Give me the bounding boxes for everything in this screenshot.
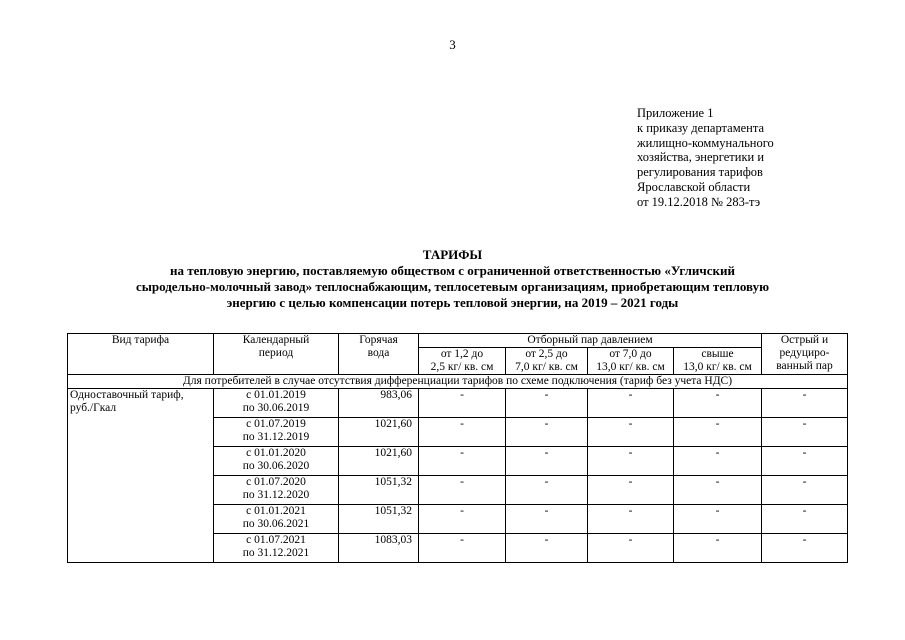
period-from: с 01.07.2020 [246,476,306,488]
header-steam-3 [588,348,674,375]
header-hot-water-line: вода [367,347,390,359]
appendix-line: регулирования тарифов [637,165,763,180]
period-from: с 01.01.2019 [246,389,306,401]
steam-value: - [588,389,674,418]
steam-value: - [674,389,762,418]
header-steam-line: свыше [701,348,734,360]
appendix-line: Ярославской области [637,179,751,194]
header-steam-1 [419,348,506,375]
period-from: с 01.07.2021 [246,534,306,546]
title-line: на тепловую энергию, поставляемую обществом с ограниченной ответственностью «Угличский [170,263,735,278]
document-title [60,247,845,311]
page-number: 3 [449,37,456,52]
hot-water-value: 983,06 [339,389,419,418]
header-period-line: Календарный [242,334,310,346]
steam-value: - [419,389,506,418]
header-hot-water-line: Горячая [359,334,398,346]
sharp-steam-value: - [762,418,848,447]
tariff-name-line: Одноставочный тариф, [70,389,184,401]
period-from: с 01.07.2019 [246,418,306,430]
steam-value: - [506,534,588,563]
appendix-line: Приложение 1 [637,106,714,120]
header-tariff-type: Вид тарифа [68,334,214,375]
header-steam-line: 7,0 кг/ кв. см [515,361,578,373]
hot-water-value: 1083,03 [339,534,419,563]
steam-value: - [506,418,588,447]
section-row [68,375,848,389]
period-cell [214,476,339,505]
period-to: по 30.06.2021 [242,518,310,530]
period-cell [214,389,339,418]
header-steam-group: Отборный пар давлением [419,334,762,348]
title-line: энергию с целью компенсации потерь тепловой энергии, на 2019 – 2021 годы [226,295,679,310]
header-steam-4 [674,348,762,375]
sharp-steam-value: - [762,505,848,534]
header-sharp-steam [762,334,848,375]
period-to: по 31.12.2019 [242,431,310,443]
steam-value: - [419,476,506,505]
table-row [68,389,848,418]
header-steam-line: 13,0 кг/ кв. см [596,361,665,373]
header-period-line: период [258,347,294,359]
tariff-table [67,333,848,563]
appendix-note [637,106,774,210]
steam-value: - [419,418,506,447]
steam-value: - [419,447,506,476]
steam-value: - [506,476,588,505]
steam-value: - [506,389,588,418]
header-hot-water [339,334,419,375]
steam-value: - [674,505,762,534]
header-sharp-line: ванный пар [776,360,833,372]
appendix-line: жилищно-коммунального [637,135,774,150]
steam-value: - [588,447,674,476]
hot-water-value: 1021,60 [339,447,419,476]
tariff-name-cell [68,389,214,563]
header-steam-line: от 2,5 до [525,348,568,360]
header-row [68,334,848,348]
steam-value: - [674,534,762,563]
appendix-line: к приказу департамента [637,120,765,135]
period-from: с 01.01.2021 [246,505,306,517]
period-to: по 31.12.2021 [242,547,310,559]
steam-value: - [674,418,762,447]
header-steam-2 [506,348,588,375]
title-line: сыродельно-молочный завод» теплоснабжающим, теплосетевым организациям, приобретающим тепловую [135,279,770,294]
tariff-name-line: руб./Гкал [70,402,117,414]
sharp-steam-value: - [762,534,848,563]
steam-value: - [674,476,762,505]
steam-value: - [419,534,506,563]
steam-value: - [419,505,506,534]
period-to: по 31.12.2020 [242,489,310,501]
sharp-steam-value: - [762,389,848,418]
section-label: Для потребителей в случае отсутствия дифференциации тарифов по схеме подключения (тариф без учета НДС) [68,375,848,389]
steam-value: - [506,505,588,534]
steam-value: - [588,418,674,447]
period-cell [214,418,339,447]
steam-value: - [588,505,674,534]
header-steam-line: 13,0 кг/ кв. см [683,361,752,373]
header-steam-line: от 1,2 до [440,348,484,360]
sharp-steam-value: - [762,476,848,505]
hot-water-value: 1051,32 [339,505,419,534]
steam-value: - [674,447,762,476]
steam-value: - [588,476,674,505]
hot-water-value: 1051,32 [339,476,419,505]
header-sharp-line: редуциро- [779,347,830,359]
period-from: с 01.01.2020 [246,447,306,459]
steam-value: - [506,447,588,476]
steam-value: - [588,534,674,563]
sharp-steam-value: - [762,447,848,476]
period-cell [214,447,339,476]
header-period [214,334,339,375]
appendix-line: хозяйства, энергетики и [637,150,765,165]
header-steam-line: 2,5 кг/ кв. см [430,361,494,373]
period-to: по 30.06.2019 [242,402,310,414]
header-sharp-line: Острый и [780,334,829,346]
period-cell [214,534,339,563]
period-to: по 30.06.2020 [242,460,310,472]
appendix-line: от 19.12.2018 № 283-тэ [637,194,761,209]
period-cell [214,505,339,534]
hot-water-value: 1021,60 [339,418,419,447]
table-body [68,389,848,563]
header-steam-line: от 7,0 до [609,348,652,360]
title-heading: ТАРИФЫ [422,247,483,262]
